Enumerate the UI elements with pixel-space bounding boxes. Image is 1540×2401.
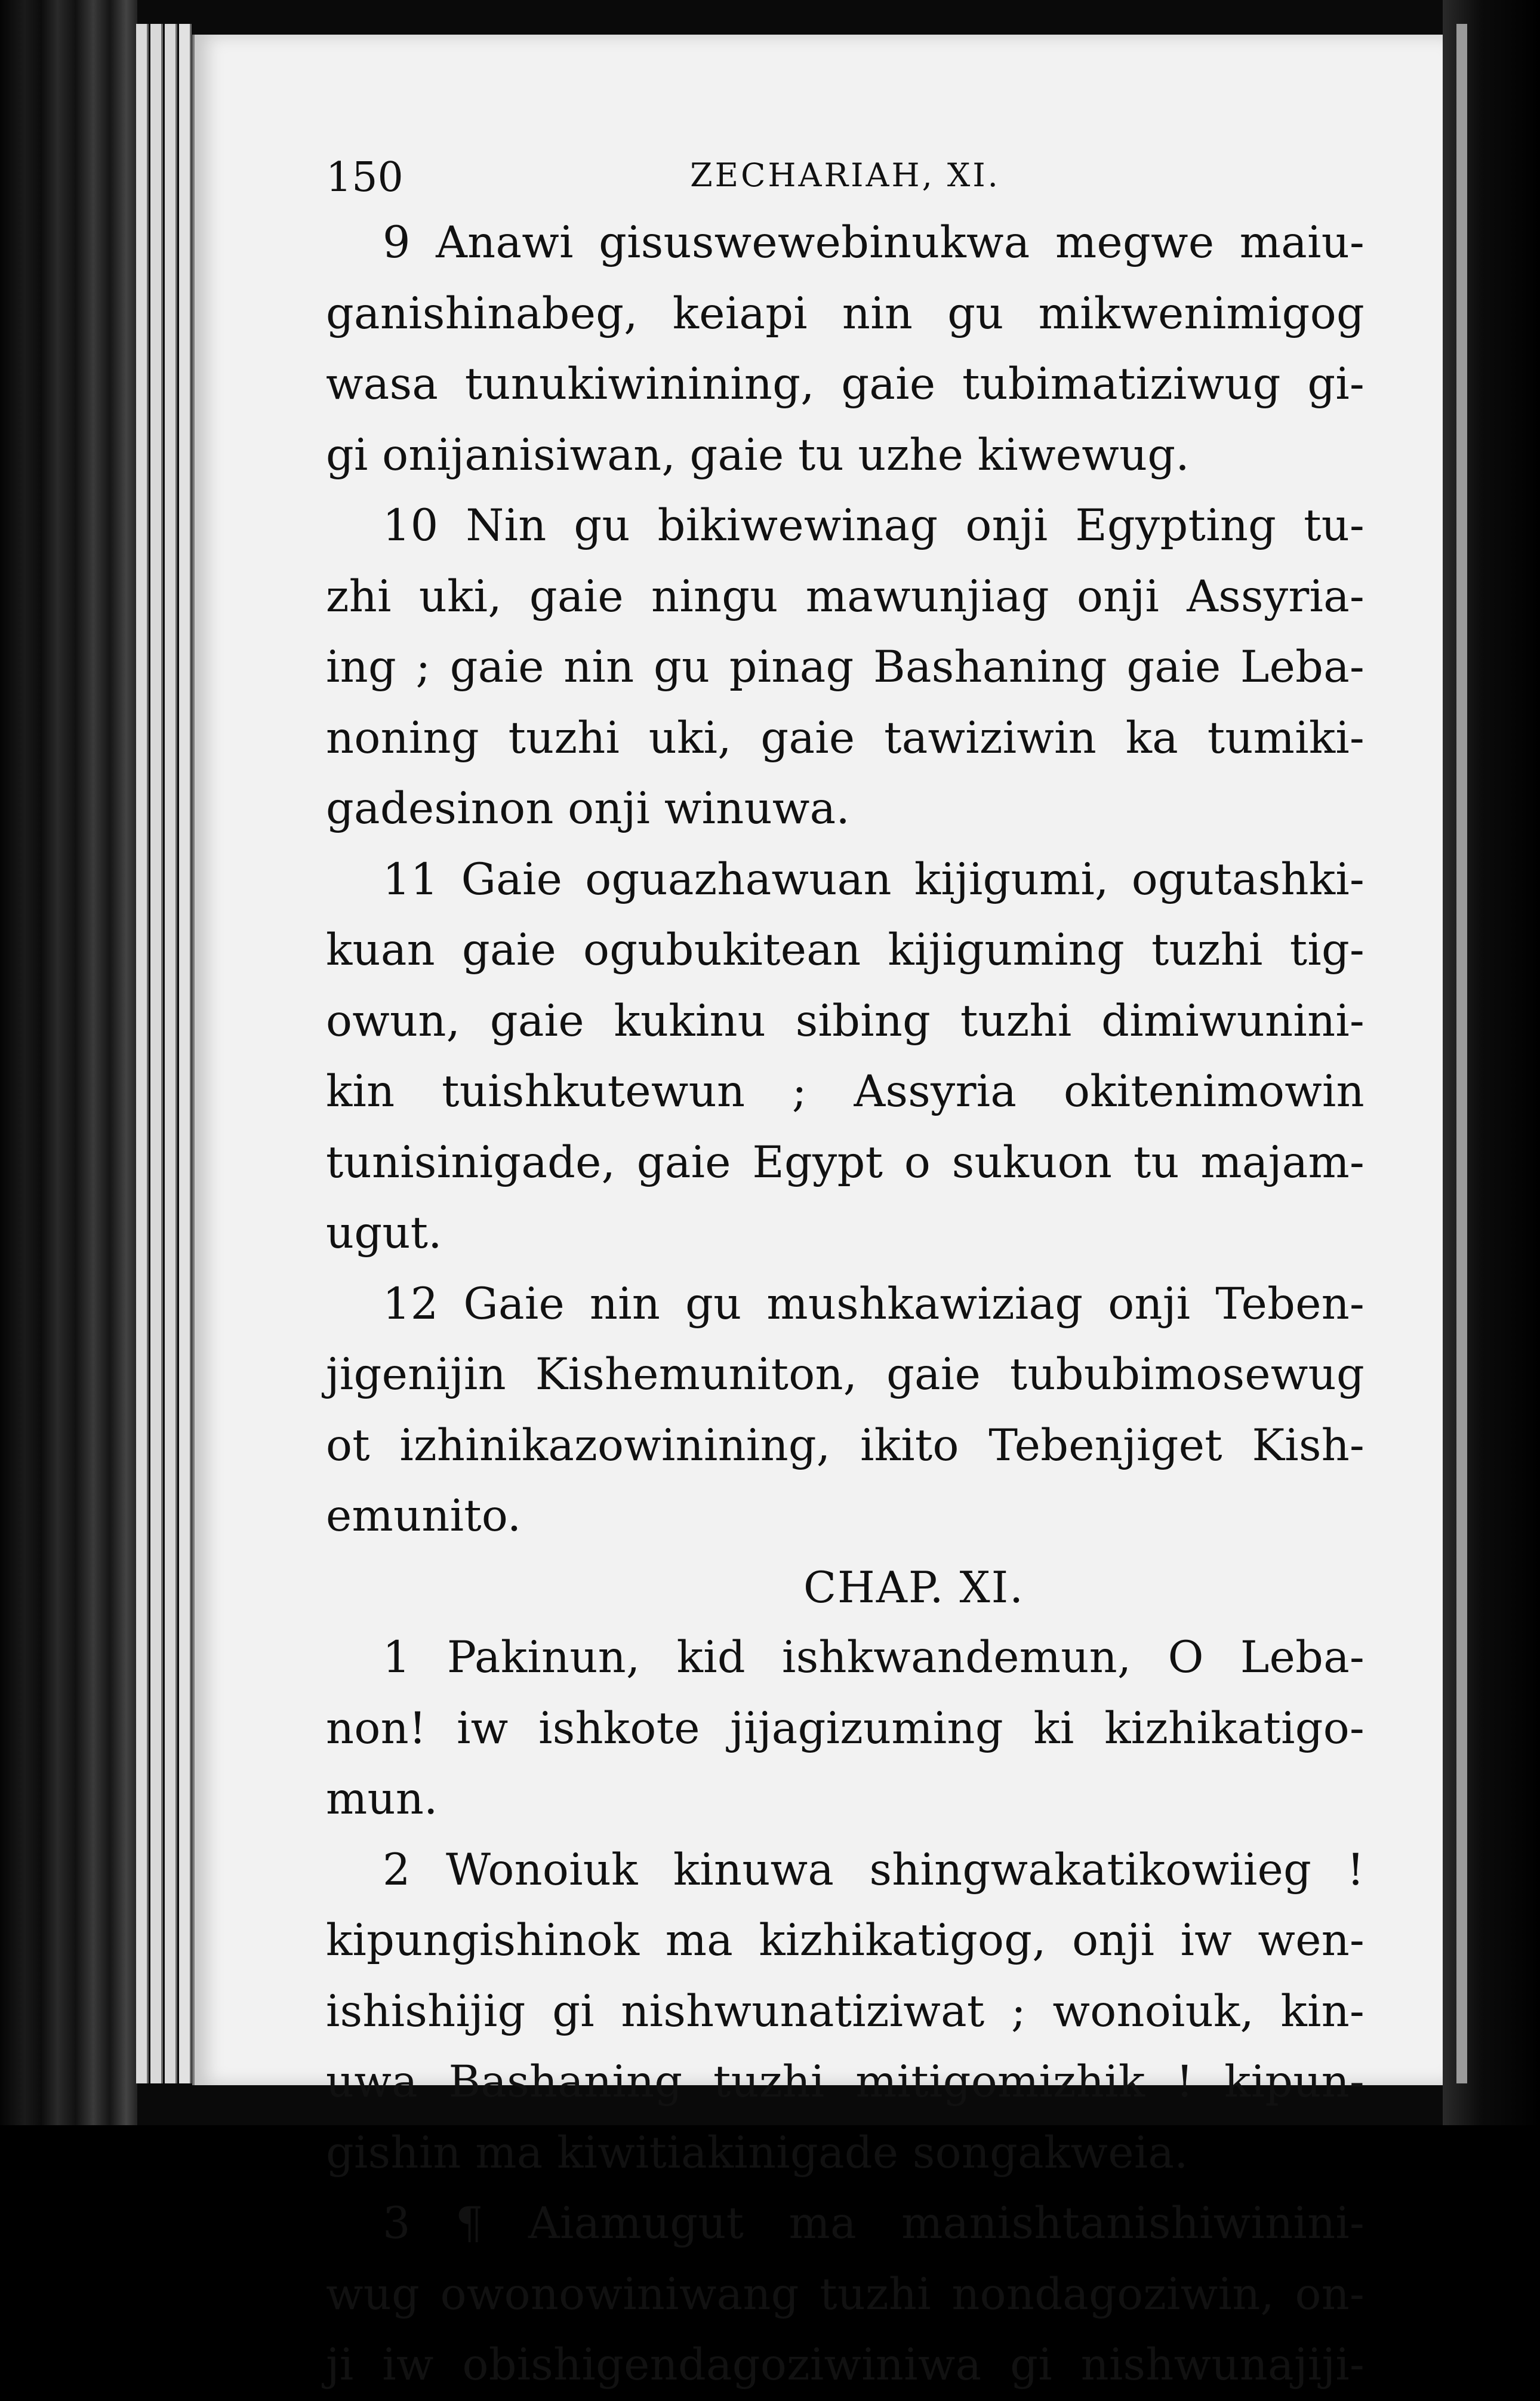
- verse-line: ganishinabeg, keiapi nin gu mikwenimigog: [326, 288, 1365, 339]
- book-page: [192, 35, 1445, 2390]
- verse-line: 11 Gaie oguazhawuan kijigumi, ogutashki-: [383, 854, 1365, 905]
- verse-line: ot izhinikazowinining, ikito Tebenjiget Kish-: [326, 1420, 1365, 1471]
- verse-line: uwa Bashaning tuzhi mitigomizhik ! kipun-: [326, 2057, 1365, 2107]
- verse-line: noning tuzhi uki, gaie tawiziwin ka tumiki-: [326, 712, 1365, 764]
- verse-line: 9 Anawi gisuswewebinukwa megwe maiu-: [383, 217, 1365, 268]
- verse-line: owun, gaie kukinu sibing tuzhi dimiwunini-: [326, 995, 1365, 1046]
- verse-line: tunisinigade, gaie Egypt o sukuon tu majam-: [326, 1137, 1365, 1188]
- verse-line: zhi uki, gaie ningu mawunjiag onji Assyria-: [326, 571, 1365, 622]
- verse-line: ishishijig gi nishwunatiziwat ; wonoiuk, kin-: [326, 1986, 1365, 2037]
- verse-line: ing ; gaie nin gu pinag Bashaning gaie Leba-: [326, 642, 1365, 692]
- verse-line: 3 ¶ Aiamugut ma manishtanishiwinini-: [383, 2198, 1365, 2249]
- page-edge: [1456, 24, 1467, 2083]
- chapter-heading: CHAP. XI.: [803, 1562, 1025, 1612]
- verse-line: 10 Nin gu bikiwewinag onji Egypting tu-: [383, 500, 1365, 551]
- verse-line: mun.: [326, 1774, 438, 1824]
- running-head: ZECHARIAH, XI.: [690, 156, 1000, 194]
- verse-line: gi onijanisiwan, gaie tu uzhe kiwewug.: [326, 429, 1190, 481]
- page-edge: [136, 24, 149, 2083]
- page-edge: [165, 24, 177, 2083]
- verse-line: wug owonowiniwang tuzhi nondagoziwin, on-: [326, 2268, 1365, 2320]
- verse-line: 1 Pakinun, kid ishkwandemun, O Leba-: [383, 1632, 1365, 1683]
- page-number: 150: [326, 154, 404, 201]
- verse-line: 12 Gaie nin gu mushkawiziag onji Teben-: [383, 1278, 1365, 1329]
- verse-line: jigenijin Kishemuniton, gaie tububimosewug: [326, 1349, 1365, 1400]
- verse-line: ji iw obishigendagoziwiniwa gi nishwunajiji-: [326, 2340, 1365, 2390]
- verse-line: ugut.: [326, 1208, 442, 1258]
- verse-line: kuan gaie ogubukitean kijiguming tuzhi tig-: [326, 925, 1365, 975]
- page-edge: [150, 24, 163, 2083]
- page-edge: [179, 24, 192, 2083]
- verse-line: gadesinon onji winuwa.: [326, 783, 851, 834]
- verse-line: 2 Wonoiuk kinuwa shingwakatikowiieg !: [383, 1844, 1365, 1895]
- page-text: [326, 136, 1365, 2401]
- verse-line: gishin ma kiwitiakinigade songakweia.: [326, 2127, 1188, 2178]
- page-header: [326, 136, 1365, 208]
- verse-line: emunito.: [326, 1491, 522, 1541]
- verse-line: non! iw ishkote jijagizuming ki kizhikatigo-: [326, 1703, 1365, 1754]
- verse-line: kin tuishkutewun ; Assyria okitenimowin: [326, 1066, 1365, 1117]
- verse-line: kipungishinok ma kizhikatigog, onji iw wen-: [326, 1915, 1365, 1966]
- book-binding: [0, 0, 137, 2125]
- verse-line: wasa tunukiwinining, gaie tubimatiziwug gi-: [326, 359, 1365, 410]
